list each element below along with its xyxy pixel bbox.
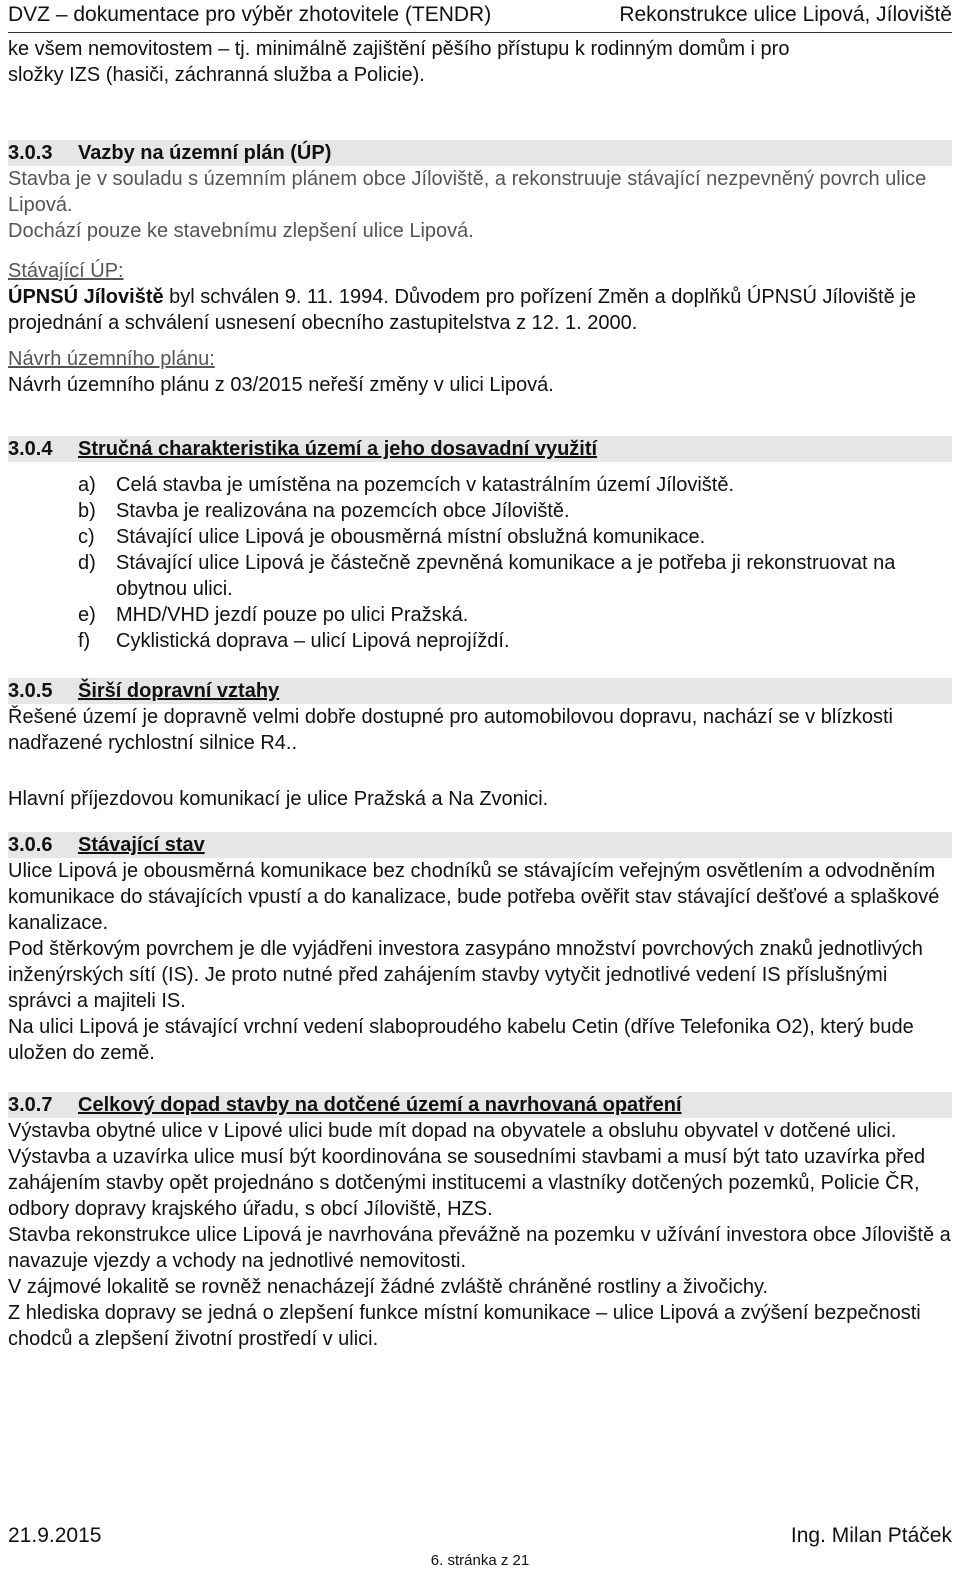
paragraph: V zájmové lokalitě se rovněž nenacházejí žádné zvláště chráněné rostliny a živočichy. — [8, 1276, 769, 1298]
section-3-0-5-heading — [8, 678, 952, 704]
footer-author: Ing. Milan Ptáček — [790, 1524, 952, 1547]
document-body — [8, 36, 952, 1352]
paragraph: Ulice Lipová je obousměrná komunikace bez chodníků se stávajícím veřejným osvětlením a odvodněním komunikace do stávajících vpustí a do kanalizace, bude potřeba ověřit stav stávající dešťové a splaškové kanalizace. — [8, 860, 940, 934]
list-label: e) — [78, 604, 96, 626]
list-item — [78, 498, 952, 524]
list-item — [78, 524, 952, 550]
list-label: d) — [78, 552, 96, 574]
list-text: Stávající ulice Lipová je obousměrná místní obslužná komunikace. — [116, 526, 706, 548]
section-title: Širší dopravní vztahy — [78, 680, 280, 702]
paragraph: Z hlediska dopravy se jedná o zlepšení funkce místní komunikace – ulice Lipová a zvýšení bezpečnosti chodců a zlepšení životní prostředí v ulici. — [8, 1302, 921, 1350]
list-item — [78, 550, 952, 602]
paragraph — [8, 284, 952, 336]
header-document-title: DVZ – dokumentace pro výběr zhotovitele (TENDR) — [8, 3, 492, 26]
list-text: Stávající ulice Lipová je částečně zpevněná komunikace a je potřeba ji rekonstruovat na obytnou ulici. — [116, 552, 896, 600]
list-text: Stavba je realizována na pozemcích obce Jíloviště. — [116, 500, 570, 522]
paragraph: Hlavní příjezdovou komunikací je ulice Pražská a Na Zvonici. — [8, 788, 549, 810]
list-label: c) — [78, 526, 95, 548]
paragraph: Dochází pouze ke stavebnímu zlepšení ulice Lipová. — [8, 220, 474, 242]
section-number: 3.0.7 — [8, 1094, 53, 1116]
paragraph: Stavba rekonstrukce ulice Lipová je navrhována převážně na pozemku v užívání investora obce Jíloviště a navazuje vjezdy a vchody na jednotlivé nemovitosti. — [8, 1224, 951, 1272]
section-number: 3.0.5 — [8, 680, 53, 702]
list-item — [78, 628, 952, 654]
section-3-0-3-heading — [8, 140, 952, 166]
section-title: Celkový dopad stavby na dotčené území a navrhovaná opatření — [78, 1094, 682, 1116]
paragraph: Výstavba obytné ulice v Lipové ulici bude mít dopad na obyvatele a obsluhu obyvatel v dotčené ulici. — [8, 1120, 897, 1142]
page-number: 6. stránka z 21 — [430, 1552, 530, 1569]
list-label: f) — [78, 630, 91, 652]
list-text: MHD/VHD jezdí pouze po ulici Pražská. — [116, 604, 469, 626]
section-number: 3.0.4 — [8, 438, 53, 460]
list-text: Cyklistická doprava – ulicí Lipová neprojíždí. — [116, 630, 510, 652]
footer-date: 21.9.2015 — [8, 1524, 102, 1547]
intro-line-1: ke všem nemovitostem – tj. minimálně zajištění pěšího přístupu k rodinným domům i pro — [8, 38, 790, 60]
paragraph: Návrh územního plánu z 03/2015 neřeší změny v ulici Lipová. — [8, 374, 554, 396]
section-number: 3.0.3 — [8, 142, 53, 164]
list-text: Celá stavba je umístěna na pozemcích v katastrálním území Jíloviště. — [116, 474, 735, 496]
section-3-0-7-heading — [8, 1092, 952, 1118]
characteristics-list — [8, 472, 952, 654]
subheading-current-plan: Stávající ÚP: — [8, 260, 124, 282]
section-3-0-4-heading — [8, 436, 952, 462]
paragraph: Pod štěrkovým povrchem je dle vyjádřeni investora zasypáno množství povrchových znaků jednotlivých inženýrských sítí (IS). Je proto nutné před zahájením stavby vytyčit jednotlivé vedení IS příslušnými správci a majiteli IS. — [8, 938, 923, 1012]
intro-line-2: složky IZS (hasiči, záchranná služba a Policie). — [8, 64, 425, 86]
header-project-title: Rekonstrukce ulice Lipová, Jíloviště — [619, 3, 952, 26]
paragraph: Řešené území je dopravně velmi dobře dostupné pro automobilovou dopravu, nachází se v blízkosti nadřazené rychlostní silnice R4.. — [8, 706, 893, 754]
plan-text: byl schválen 9. 11. 1994. Důvodem pro pořízení Změn a doplňků ÚPNSÚ Jíloviště je projednání a schválení usnesení obecního zastupitelstva z 12. 1. 2000. — [8, 286, 916, 334]
paragraph: Výstavba a uzavírka ulice musí být koordinována se sousedními stavbami a musí být tato uzavírka před zahájením stavby opět projednáno s dotčenými institucemi a vlastníky dotčených pozemků, Policie ČR, odbory dopravy krajského úřadu, s obcí Jíloviště, HZS. — [8, 1146, 926, 1220]
page-header — [8, 2, 952, 33]
list-label: b) — [78, 500, 96, 522]
section-number: 3.0.6 — [8, 834, 53, 856]
plan-name: ÚPNSÚ Jíloviště — [8, 286, 164, 308]
list-item — [78, 602, 952, 628]
list-label: a) — [78, 474, 96, 496]
list-item — [78, 472, 952, 498]
section-3-0-6-heading — [8, 832, 952, 858]
paragraph: Stavba je v souladu s územním plánem obce Jíloviště, a rekonstruuje stávající nezpevněný povrch ulice Lipová. — [8, 168, 927, 216]
section-title: Stručná charakteristika území a jeho dosavadní využití — [78, 438, 598, 460]
paragraph: Na ulici Lipová je stávající vrchní vedení slaboproudého kabelu Cetin (dříve Telefonika O2), který bude uložen do země. — [8, 1016, 914, 1064]
section-title: Vazby na územní plán (ÚP) — [78, 142, 332, 164]
subheading-plan-proposal: Návrh územního plánu: — [8, 348, 215, 370]
section-title: Stávající stav — [78, 834, 205, 856]
